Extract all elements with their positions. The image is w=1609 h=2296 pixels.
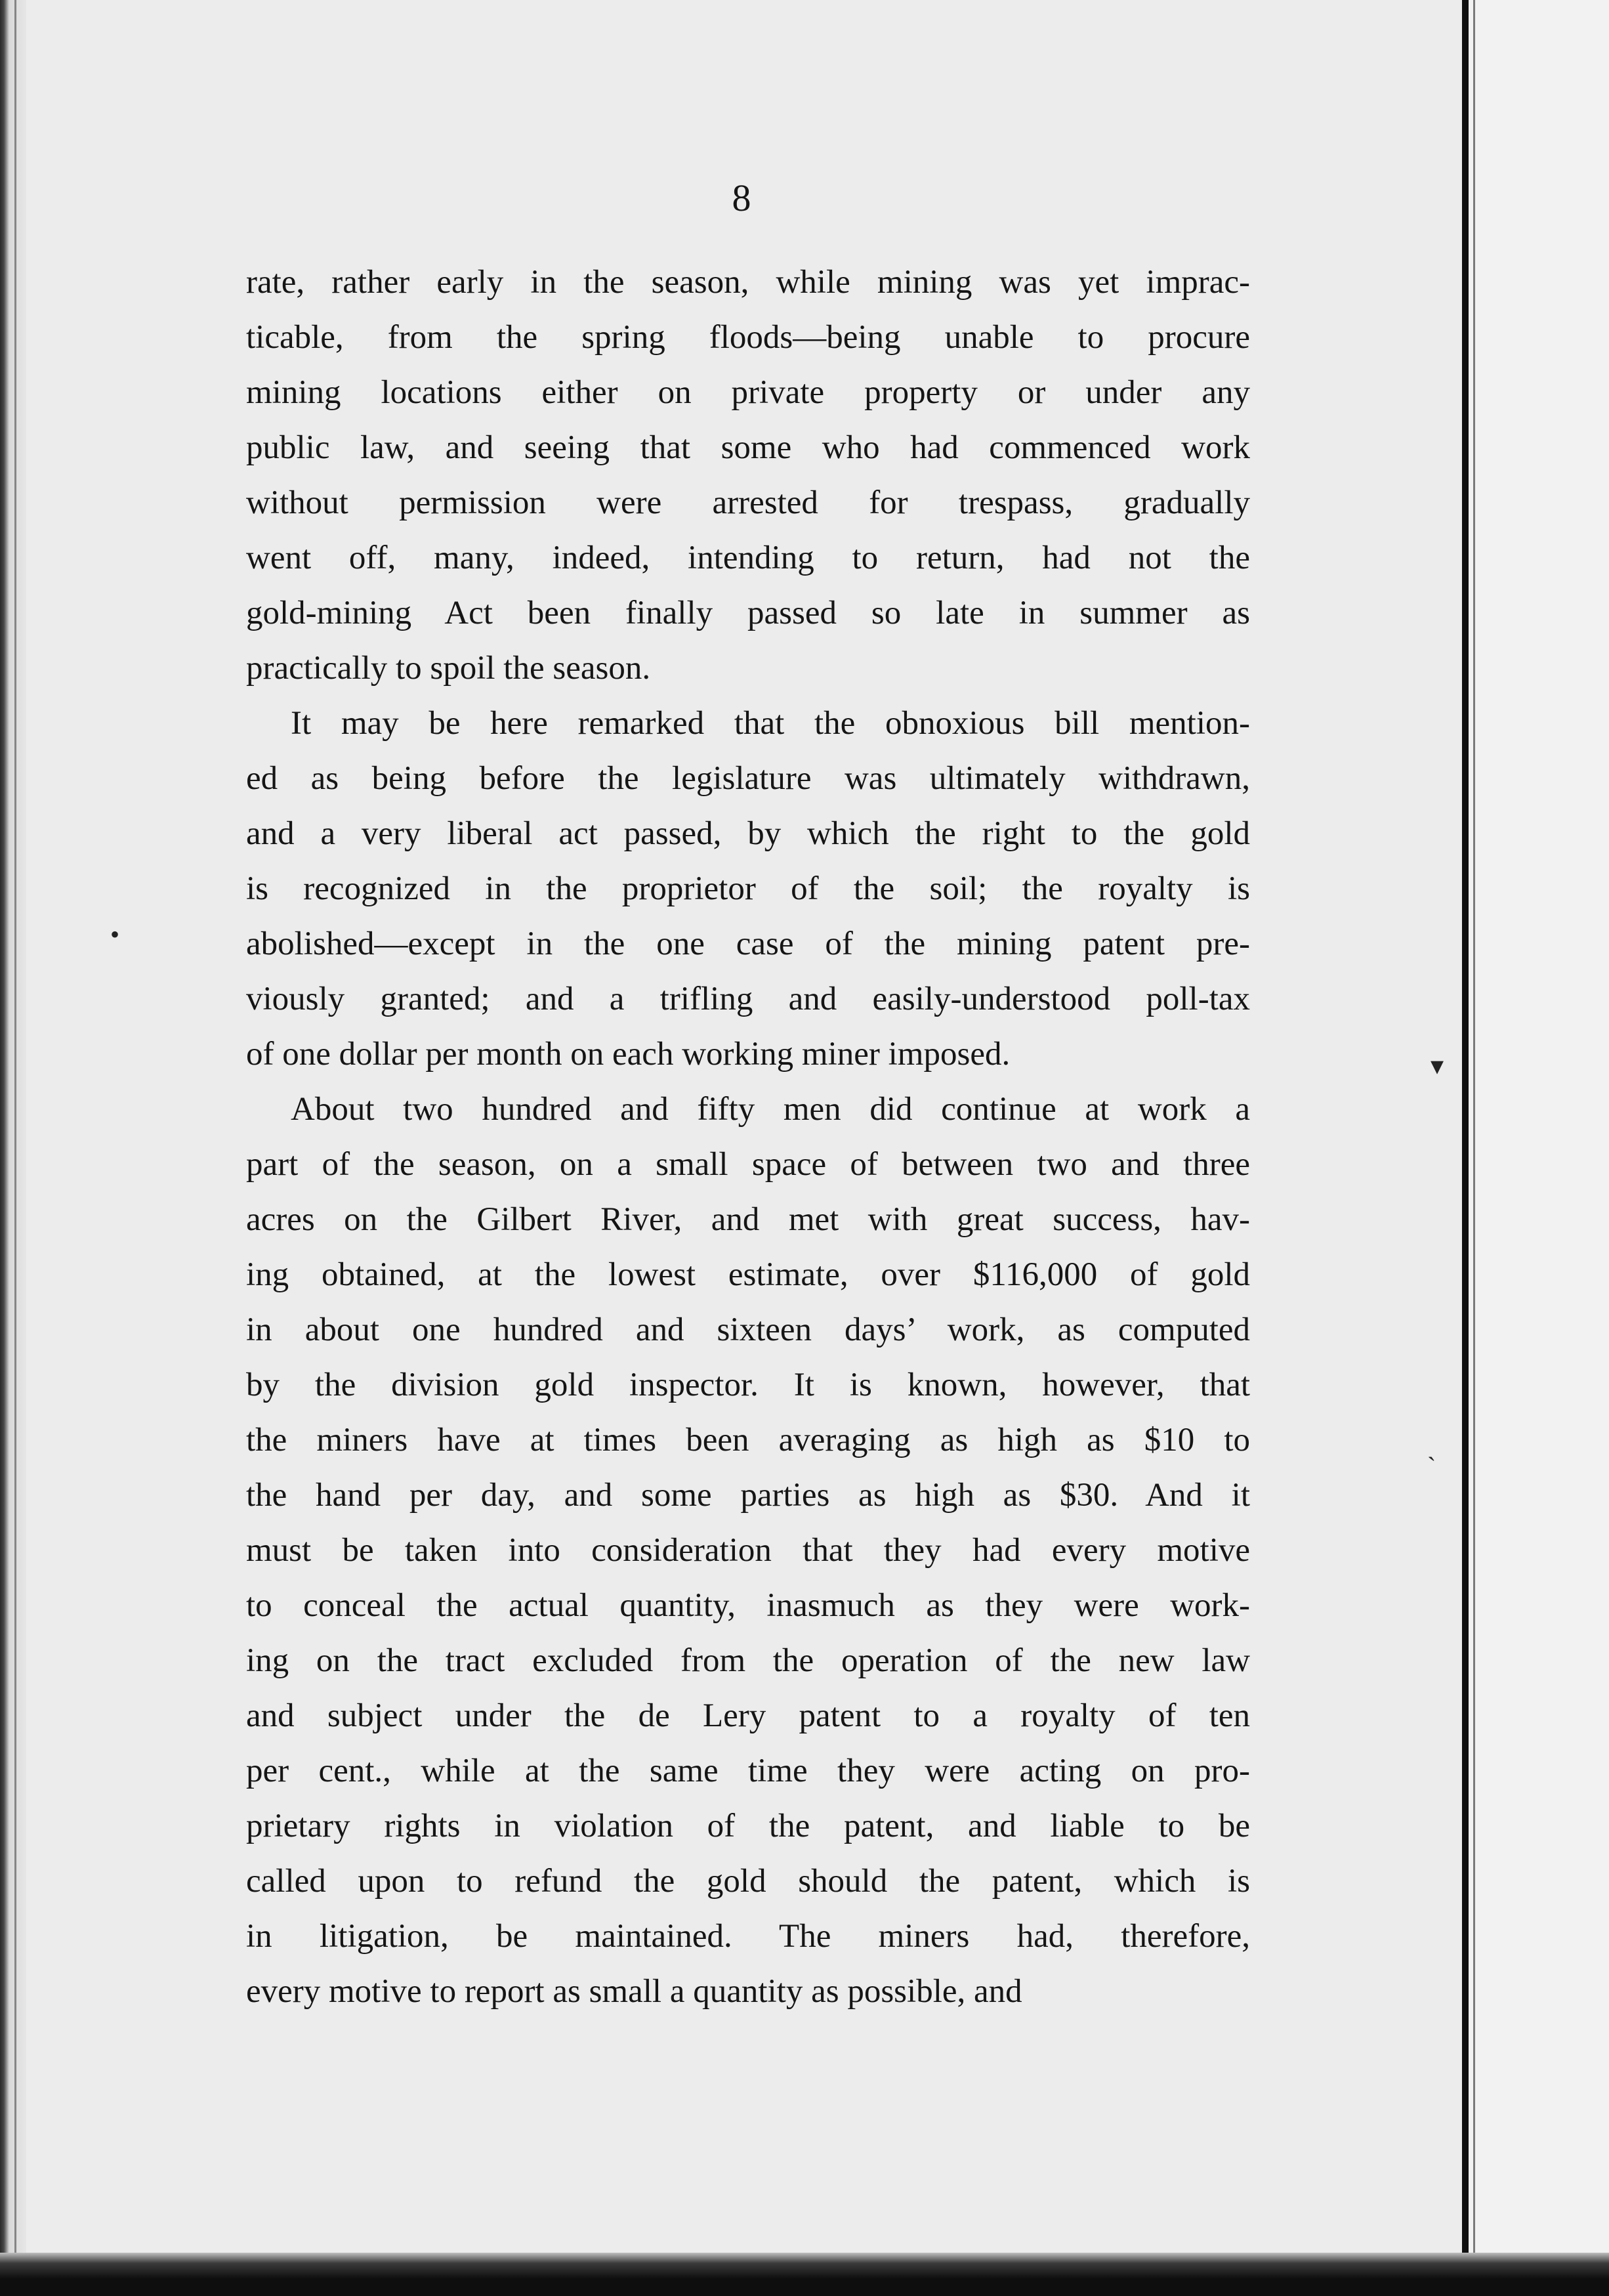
text-line: ing on the tract excluded from the operation of the new law <box>246 1642 1250 1679</box>
text-line: abolished—except in the one case of the mining patent pre- <box>246 925 1250 962</box>
text-line: acres on the Gilbert River, and met with great success, hav- <box>246 1201 1250 1238</box>
text-line: to conceal the actual quantity, inasmuch as they were work- <box>246 1587 1250 1624</box>
text-line: the miners have at times been averaging as high as $10 to <box>246 1422 1250 1458</box>
text-line: ed as being before the legislature was ultimately withdrawn, <box>246 760 1250 797</box>
stray-mark: ˏ <box>1427 1432 1436 1461</box>
text-line: the hand per day, and some parties as high as $30. And it <box>246 1477 1250 1514</box>
text-line: by the division gold inspector. It is known, however, that <box>246 1367 1250 1403</box>
text-line: per cent., while at the same time they were acting on pro- <box>246 1753 1250 1789</box>
stray-mark: • <box>110 920 120 949</box>
text-line: in about one hundred and sixteen days’ work, as computed <box>246 1311 1250 1348</box>
text-line: It may be here remarked that the obnoxious bill mention- <box>291 705 1250 742</box>
text-line: part of the season, on a small space of between two and three <box>246 1146 1250 1183</box>
text-line: every motive to report as small a quantity as possible, and <box>246 1973 1022 2010</box>
text-line: went off, many, indeed, intending to return, had not the <box>246 540 1250 576</box>
next-page-edge <box>1467 0 1609 2296</box>
text-line: viously granted; and a trifling and easily-understood poll-tax <box>246 981 1250 1017</box>
text-line: and a very liberal act passed, by which the right to the gold <box>246 815 1250 852</box>
page-edge-line <box>1462 0 1469 2296</box>
text-line: mining locations either on private property or under any <box>246 374 1250 411</box>
body-text <box>246 255 1250 2019</box>
binding-line <box>14 0 16 2296</box>
text-line: of one dollar per month on each working miner imposed. <box>246 1036 1011 1073</box>
text-line: in litigation, be maintained. The miners had, therefore, <box>246 1918 1250 1955</box>
text-line: gold-mining Act been finally passed so late in summer as <box>246 595 1250 631</box>
text-line: without permission were arrested for trespass, gradually <box>246 484 1250 521</box>
bottom-shadow <box>0 2253 1609 2296</box>
text-line: and subject under the de Lery patent to a royalty of ten <box>246 1697 1250 1734</box>
binding-edge <box>0 0 26 2296</box>
paragraph <box>246 255 1250 696</box>
text-line: practically to spoil the season. <box>246 650 651 687</box>
text-line: is recognized in the proprietor of the soil; the royalty is <box>246 870 1250 907</box>
page-edge-line-thin <box>1473 0 1475 2296</box>
text-line: ticable, from the spring floods—being unable to procure <box>246 319 1250 356</box>
text-line: About two hundred and fifty men did continue at work a <box>291 1091 1250 1128</box>
paragraph <box>246 1082 1250 2019</box>
text-line: must be taken into consideration that they had every motive <box>246 1532 1250 1569</box>
text-line: called upon to refund the gold should the patent, which is <box>246 1863 1250 1900</box>
paragraph <box>246 696 1250 1082</box>
stray-mark: ▾ <box>1431 1051 1444 1080</box>
text-line: ing obtained, at the lowest estimate, over $116,000 of gold <box>246 1256 1250 1293</box>
text-line: prietary rights in violation of the patent, and liable to be <box>246 1808 1250 1844</box>
text-line: rate, rather early in the season, while mining was yet imprac- <box>246 264 1250 301</box>
page-number: 8 <box>732 177 751 219</box>
text-line: public law, and seeing that some who had commenced work <box>246 429 1250 466</box>
